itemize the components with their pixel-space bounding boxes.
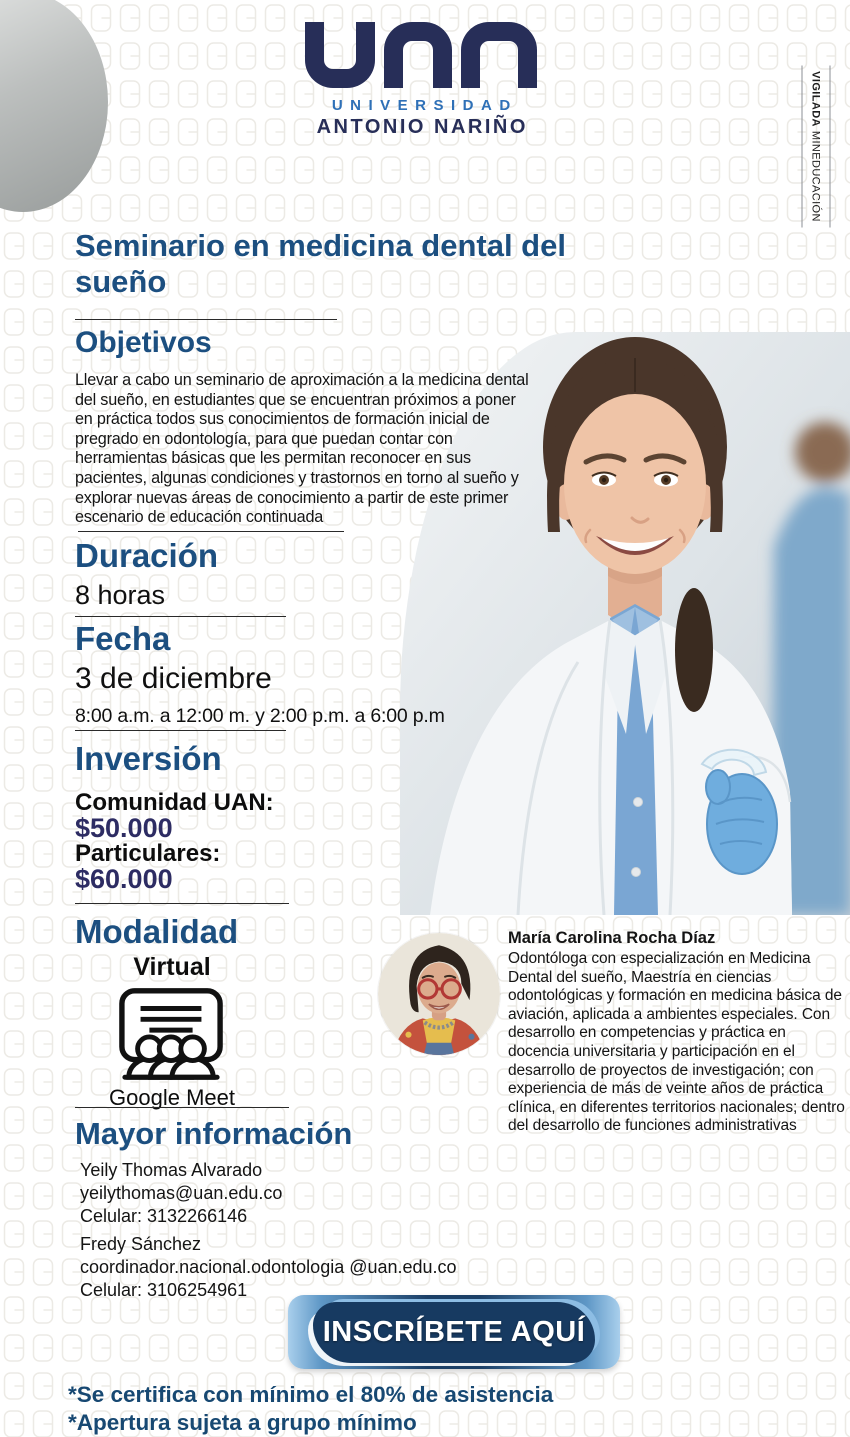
divider <box>78 531 344 532</box>
divider <box>75 730 286 731</box>
price-value-particulares: $60.000 <box>75 864 173 894</box>
inscribete-button-label: INSCRÍBETE AQUÍ <box>322 1315 586 1348</box>
speaker-bio-block <box>508 929 848 1136</box>
footnote-certification: *Se certifica con mínimo el 80% de asistencia <box>68 1382 554 1407</box>
logo-letter-u <box>305 22 375 88</box>
duracion-heading: Duración <box>75 537 219 574</box>
price-label-comunidad: Comunidad UAN: <box>75 789 274 816</box>
vigilada-bold: VIGILADA <box>810 71 822 127</box>
objetivos-paragraph: Llevar a cabo un seminario de aproximación a la medicina dental del sueño, en estudiantes que se encuentran próximos a poner en práctica todos sus conocimientos de formación inicial de pregrado en odontología, para que puedan contar con herramientas básicas que les permitan reconocer en sus pacientes, algunas condiciones y trastornos en torno al sueño y explorar nuevas áreas de conocimiento a partir de este primer escenario de educación continuada <box>75 371 529 527</box>
modalidad-heading: Modalidad <box>75 913 239 950</box>
vigilada-regular: MINEDUCACIÓN <box>810 130 822 222</box>
logo-letter-n <box>461 22 537 88</box>
presentation-audience-icon <box>117 987 225 1085</box>
logo-universidad-text: UNIVERSIDAD <box>331 97 518 114</box>
inscribete-button-inner <box>313 1302 595 1363</box>
price-value-comunidad: $50.000 <box>75 813 173 843</box>
schedule-text: 8:00 a.m. a 12:00 m. y 2:00 p.m. a 6:00 p.m <box>75 705 445 727</box>
duracion-value: 8 horas <box>75 580 166 610</box>
contact-phone: Celular: 3132266146 <box>80 1206 248 1227</box>
page-title: Seminario en medicina dental del sueño <box>75 228 566 299</box>
objetivos-heading: Objetivos <box>75 326 212 359</box>
logo-antonio-narino-text: ANTONIO NARIÑO <box>316 116 528 138</box>
divider <box>75 1107 289 1108</box>
divider <box>75 319 337 320</box>
footnote-apertura: *Apertura sujeta a grupo mínimo <box>68 1410 417 1436</box>
speaker-avatar <box>378 933 500 1055</box>
price-label-particulares: Particulares: <box>75 840 221 867</box>
contact-name: Fredy Sánchez <box>80 1234 202 1254</box>
divider <box>75 616 286 617</box>
divider <box>75 903 289 904</box>
modalidad-mode: Virtual <box>133 953 211 981</box>
uan-logo-mark <box>300 22 542 90</box>
contact-phone: Celular: 3106254961 <box>80 1280 248 1301</box>
contact-email: coordinador.nacional.odontologia @uan.edu.co <box>80 1257 457 1278</box>
footnotes <box>68 1381 553 1437</box>
contact-email: yeilythomas@uan.edu.co <box>80 1183 283 1204</box>
inversion-heading: Inversión <box>75 740 222 777</box>
contact-block <box>80 1234 457 1303</box>
vigilada-mineducacion-label <box>802 66 831 228</box>
speaker-name: María Carolina Rocha Díaz <box>508 929 716 947</box>
contact-name: Yeily Thomas Alvarado <box>80 1160 263 1180</box>
info-heading: Mayor información <box>75 1116 353 1151</box>
contact-block <box>80 1160 282 1229</box>
modalidad-platform: Google Meet <box>109 1085 235 1110</box>
logo-letter-a <box>384 22 452 88</box>
fecha-value: 3 de diciembre <box>75 662 272 695</box>
inscribete-button[interactable] <box>288 1295 620 1369</box>
fecha-heading: Fecha <box>75 620 171 657</box>
speaker-bio-text: Odontóloga con especialización en Medicina Dental del sueño, Maestría en ciencias odontológicas y formación en medicina básica de aviación, aplicada a ambientes especiales. Con desarrollo en competencias y práctica en docencia universitaria y participación en el desarrollo de proyectos de investigación; con experiencia de más de veinte años de práctica clínica, en diferentes territorios nacionales; dentro del desarrollo de funciones administrativas <box>508 950 845 1135</box>
uan-logo <box>300 22 542 139</box>
